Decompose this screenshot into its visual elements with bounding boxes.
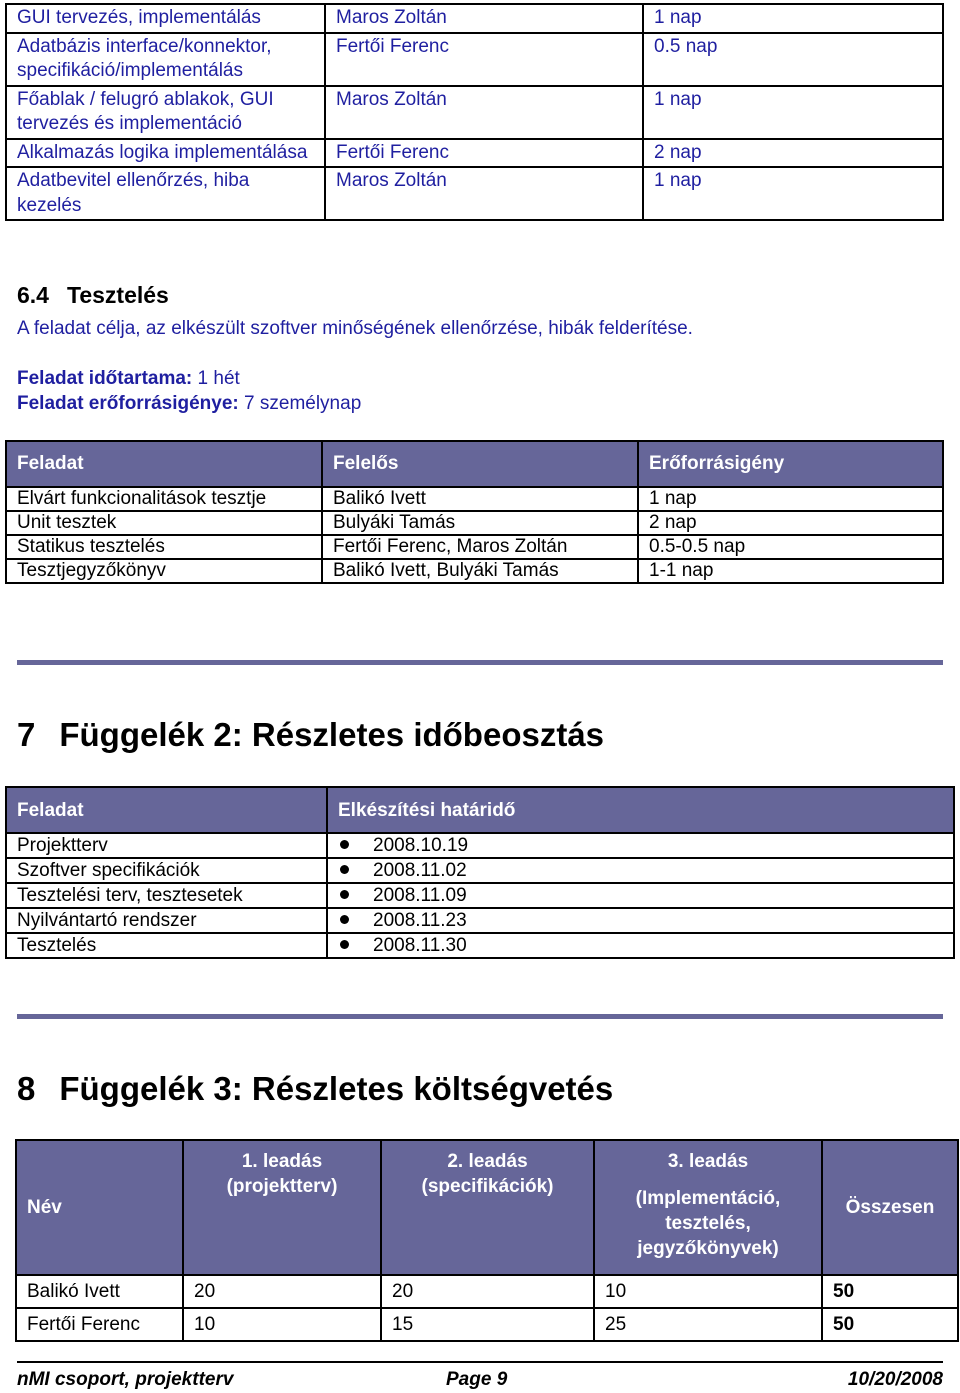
task-cell: Alkalmazás logika implementálása xyxy=(6,139,325,168)
delivery-1-cell: 10 xyxy=(183,1308,381,1341)
header-line: 1. leadás xyxy=(241,1151,323,1172)
table-row xyxy=(6,167,943,220)
bullet-icon xyxy=(340,890,349,899)
header-line: jegyzőkönyvek) xyxy=(637,1238,779,1259)
header-line: (specifikációk) xyxy=(421,1176,554,1197)
task-cell: Tesztelés xyxy=(6,933,327,958)
task-cell: Főablak / felugró ablakok, GUI tervezés és implementáció xyxy=(6,86,325,139)
column-header: Felelős xyxy=(322,441,638,487)
section-description: A feladat célja, az elkészült szoftver minőségének ellenőrzése, hibák felderítése. xyxy=(17,318,693,339)
table-row xyxy=(6,487,943,511)
task-cell: Adatbevitel ellenőrzés, hiba kezelés xyxy=(6,167,325,220)
footer-date: 10/20/2008 xyxy=(847,1369,943,1390)
column-header: Erőforrásigény xyxy=(638,441,943,487)
task-cell: Tesztelési terv, tesztesetek xyxy=(6,883,327,908)
table-header-row xyxy=(6,787,954,833)
header-line: 2. leadás xyxy=(447,1151,528,1172)
resource-value: 7 személynap xyxy=(244,393,362,414)
column-header: Elkészítési határidő xyxy=(327,787,954,833)
table-row xyxy=(6,511,943,535)
task-cell: Nyilvántartó rendszer xyxy=(6,908,327,933)
effort-cell: 1 nap xyxy=(638,487,943,511)
footer-left: nMI csoport, projektterv xyxy=(17,1369,234,1390)
owner-cell: Maros Zoltán xyxy=(325,167,643,220)
effort-cell: 0.5-0.5 nap xyxy=(638,535,943,559)
task-cell: Tesztjegyzőkönyv xyxy=(6,559,322,583)
deadline-cell xyxy=(327,883,954,908)
column-header-name: Név xyxy=(16,1140,183,1275)
effort-cell: 1 nap xyxy=(643,4,943,33)
delivery-3-cell: 25 xyxy=(594,1308,822,1341)
bullet-icon xyxy=(340,865,349,874)
footer-page-number: Page 9 xyxy=(446,1369,508,1390)
resource-label: Feladat erőforrásigénye: xyxy=(17,393,239,414)
budget-table xyxy=(15,1139,959,1342)
owner-cell: Balikó Ivett, Bulyáki Tamás xyxy=(322,559,638,583)
total-cell: 50 xyxy=(822,1275,958,1308)
table-header-row xyxy=(16,1140,958,1275)
deadline-value: 2008.10.19 xyxy=(373,835,469,856)
table-row xyxy=(6,86,943,139)
effort-cell: 1 nap xyxy=(643,167,943,220)
effort-cell: 1 nap xyxy=(643,86,943,139)
table-row xyxy=(6,933,954,958)
deadline-value: 2008.11.23 xyxy=(373,910,467,931)
table-row xyxy=(16,1275,958,1308)
name-cell: Balikó Ivett xyxy=(16,1275,183,1308)
task-cell: Statikus tesztelés xyxy=(6,535,322,559)
header-line: (projektterv) xyxy=(226,1176,338,1197)
deadline-cell xyxy=(327,858,954,883)
duration-value: 1 hét xyxy=(197,368,240,389)
effort-cell: 1-1 nap xyxy=(638,559,943,583)
table-row xyxy=(6,4,943,33)
name-cell: Fertői Ferenc xyxy=(16,1308,183,1341)
task-cell: Adatbázis interface/konnektor, specifikáció/implementálás xyxy=(6,33,325,86)
column-header-delivery-1 xyxy=(183,1140,381,1275)
column-header-delivery-2 xyxy=(381,1140,594,1275)
duration-label: Feladat időtartama: xyxy=(17,368,193,389)
effort-cell: 0.5 nap xyxy=(643,33,943,86)
table-row xyxy=(6,139,943,168)
bullet-icon xyxy=(340,915,349,924)
section-title: Függelék 2: Részletes időbeosztás xyxy=(59,716,605,753)
table-row xyxy=(6,883,954,908)
table-row xyxy=(6,908,954,933)
header-line: tesztelés, xyxy=(665,1213,751,1234)
effort-cell: 2 nap xyxy=(643,139,943,168)
section-number: 8 xyxy=(17,1070,36,1107)
delivery-2-cell: 15 xyxy=(381,1308,594,1341)
delivery-1-cell: 20 xyxy=(183,1275,381,1308)
owner-cell: Fertői Ferenc xyxy=(325,139,643,168)
owner-cell: Balikó Ivett xyxy=(322,487,638,511)
column-header-total: Összesen xyxy=(822,1140,958,1275)
section-heading-6-4 xyxy=(17,282,169,309)
column-header: Feladat xyxy=(6,441,322,487)
test-task-table xyxy=(5,440,944,584)
duration-line xyxy=(17,368,240,390)
total-cell: 50 xyxy=(822,1308,958,1341)
section-number: 6.4 xyxy=(17,282,49,308)
table-row xyxy=(6,559,943,583)
table-row xyxy=(6,858,954,883)
owner-cell: Maros Zoltán xyxy=(325,86,643,139)
table-row xyxy=(6,833,954,858)
task-cell: GUI tervezés, implementálás xyxy=(6,4,325,33)
header-line: (Implementáció, xyxy=(635,1188,781,1209)
footer-divider xyxy=(17,1361,943,1363)
table-row xyxy=(6,33,943,86)
header-line: 3. leadás xyxy=(667,1151,749,1172)
owner-cell: Maros Zoltán xyxy=(325,4,643,33)
delivery-2-cell: 20 xyxy=(381,1275,594,1308)
effort-cell: 2 nap xyxy=(638,511,943,535)
task-cell: Unit tesztek xyxy=(6,511,322,535)
section-number: 7 xyxy=(17,716,36,753)
section-divider xyxy=(17,660,943,665)
deadline-value: 2008.11.30 xyxy=(373,935,467,956)
bullet-icon xyxy=(340,940,349,949)
task-cell: Projektterv xyxy=(6,833,327,858)
section-divider xyxy=(17,1014,943,1019)
deadline-value: 2008.11.02 xyxy=(373,860,467,881)
table-row xyxy=(16,1308,958,1341)
deadline-value: 2008.11.09 xyxy=(373,885,467,906)
table-header-row xyxy=(6,441,943,487)
deadline-cell xyxy=(327,908,954,933)
column-header: Feladat xyxy=(6,787,327,833)
task-cell: Szoftver specifikációk xyxy=(6,858,327,883)
column-header-delivery-3 xyxy=(594,1140,822,1275)
owner-cell: Bulyáki Tamás xyxy=(322,511,638,535)
delivery-3-cell: 10 xyxy=(594,1275,822,1308)
section-title: Függelék 3: Részletes költségvetés xyxy=(59,1070,614,1107)
owner-cell: Fertői Ferenc, Maros Zoltán xyxy=(322,535,638,559)
deadline-cell xyxy=(327,933,954,958)
section-title: Tesztelés xyxy=(66,282,169,308)
section-heading-7 xyxy=(17,716,604,754)
section-heading-8 xyxy=(17,1070,613,1108)
owner-cell: Fertői Ferenc xyxy=(325,33,643,86)
table-row xyxy=(6,535,943,559)
resource-line xyxy=(17,393,361,415)
bullet-icon xyxy=(340,840,349,849)
schedule-table xyxy=(5,786,955,959)
deadline-cell xyxy=(327,833,954,858)
task-cell: Elvárt funkcionalitások tesztje xyxy=(6,487,322,511)
task-table-previous xyxy=(5,3,944,221)
